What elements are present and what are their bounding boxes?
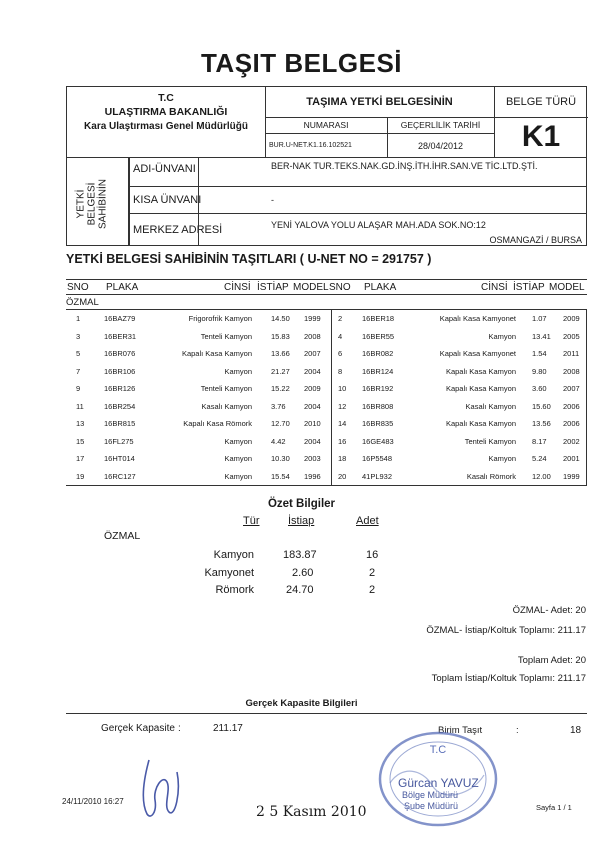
holder-side-label (76, 164, 109, 244)
cell-sno-left: 19 (76, 471, 85, 481)
cell-model-left: 2004 (304, 436, 321, 446)
cell-sno-right: 14 (338, 419, 347, 428)
tc-label: T.C (158, 92, 174, 104)
cell-sno-right: 6 (338, 349, 343, 358)
capacity-title: Gerçek Kapasite Bilgileri (245, 698, 358, 709)
vehicles-column-header (66, 279, 587, 295)
cell-sno-left: 7 (76, 366, 81, 376)
cell-plaka-left: 16BR254 (104, 401, 136, 411)
cell-model-left: 2008 (304, 331, 321, 341)
col-sno-right: SNO (329, 282, 351, 293)
summary-col-adet: Adet (356, 515, 379, 527)
cell-cinsi-left: Kamyon (224, 366, 252, 376)
cell-plaka-left: 16RC127 (104, 471, 136, 481)
cell-sno-left: 1 (76, 314, 81, 323)
cell-model-right: 2008 (563, 366, 580, 376)
ozmal-count: ÖZMAL- Adet: 20 (512, 605, 586, 616)
table-row (66, 437, 587, 454)
cell-model-right: 2001 (563, 454, 580, 463)
cell-plaka-right: 16BR835 (362, 419, 394, 428)
cell-sno-left: 17 (76, 454, 85, 463)
cell-sno-right: 10 (338, 384, 347, 393)
summary-row-2-tur: Kamyonet (204, 567, 254, 579)
cell-cinsi-left: Kamyon (224, 436, 252, 446)
name-label: ADI-ÜNVANI (133, 163, 196, 175)
table-row (66, 349, 587, 366)
address-line2: OSMANGAZİ / BURSA (489, 235, 582, 245)
cell-model-right: 2006 (563, 401, 580, 411)
ozmal-total: ÖZMAL- İstiap/Koltuk Toplamı: 211.17 (426, 625, 586, 636)
cell-istiap-left: 13.66 (271, 349, 290, 358)
cell-istiap-left: 15.22 (271, 384, 290, 393)
table-row (66, 454, 587, 471)
cell-cinsi-left: Kapalı Kasa Römork (183, 419, 252, 428)
cell-plaka-right: 16GE483 (362, 436, 394, 446)
col-plaka-right: PLAKA (364, 282, 397, 293)
capacity-value: 211.17 (213, 723, 243, 734)
cell-istiap-left: 21.27 (271, 366, 290, 376)
side-label-3: SAHİBİNİN (97, 179, 109, 230)
col-istiap-left: İSTİAP (257, 282, 289, 293)
cell-model-left: 2004 (304, 366, 321, 376)
cell-model-right: 2011 (563, 349, 580, 358)
summary-row-3-adet: 2 (369, 584, 376, 596)
cell-plaka-left: 16BR815 (104, 419, 136, 428)
stamp-line2: Bölge Müdürü (402, 790, 459, 800)
cell-model-left: 2004 (304, 401, 321, 411)
cell-istiap-left: 14.50 (271, 314, 290, 323)
short-name-label: KISA ÜNVANI (133, 194, 202, 206)
summary-col-tur: Tür (243, 515, 260, 527)
cell-sno-left: 9 (76, 384, 81, 393)
col-cinsi-right: CİNSİ (481, 282, 508, 293)
cell-cinsi-right: Kasalı Kamyon (465, 401, 516, 411)
cell-cinsi-right: Kapalı Kasa Kamyonet (439, 314, 516, 323)
cell-sno-left: 5 (76, 349, 81, 358)
table-row (66, 402, 587, 419)
cell-model-right: 2002 (563, 436, 580, 446)
stamp-name: Gürcan YAVUZ (398, 776, 479, 790)
number-label: NUMARASI (303, 120, 349, 130)
cell-plaka-right: 16P5548 (362, 454, 393, 463)
summary-row-3-tur: Römork (215, 584, 254, 596)
col-plaka-left: PLAKA (106, 282, 139, 293)
cell-cinsi-right: Tenteli Kamyon (464, 436, 516, 446)
short-name-value: - (271, 195, 274, 205)
cell-plaka-right: 16BR124 (362, 366, 394, 376)
unit-colon: : (516, 725, 519, 736)
cell-istiap-right: 15.60 (532, 401, 551, 411)
cell-istiap-right: 13.56 (532, 419, 551, 428)
capacity-divider (66, 713, 587, 714)
table-row (66, 367, 587, 384)
unit-label: Birim Taşıt (438, 725, 483, 736)
table-row (66, 472, 587, 489)
cell-istiap-right: 1.07 (532, 314, 547, 323)
col-model-right: MODEL (549, 282, 585, 293)
summary-row-3-istiap: 24.70 (286, 584, 314, 596)
stamp-tc: T.C (429, 744, 447, 756)
side-label-1: YETKİ (75, 189, 87, 219)
cell-model-left: 2009 (304, 384, 321, 393)
cell-model-left: 2010 (304, 419, 321, 428)
stamp-date: 2 5 Kasım 2010 (256, 804, 367, 820)
cell-istiap-left: 15.83 (271, 331, 290, 341)
cell-sno-left: 15 (76, 436, 85, 446)
cell-sno-right: 2 (338, 314, 343, 323)
cell-istiap-right: 8.17 (532, 436, 547, 446)
address-line1: YENİ YALOVA YOLU ALAŞAR MAH.ADA SOK.NO:12 (271, 220, 486, 230)
cell-model-left: 1999 (304, 314, 321, 323)
cell-plaka-left: 16BER31 (104, 331, 137, 341)
side-label-2: BELGESİ (86, 182, 98, 226)
cell-istiap-right: 1.54 (532, 349, 547, 358)
document-title: TAŞIT BELGESİ (200, 48, 403, 78)
capacity-label: Gerçek Kapasite (101, 723, 175, 734)
cell-plaka-left: 16BAZ79 (104, 314, 136, 323)
cell-istiap-right: 9.80 (532, 366, 547, 376)
cell-plaka-left: 16BR106 (104, 366, 136, 376)
cell-model-left: 2003 (304, 454, 321, 463)
cell-cinsi-left: Kasalı Kamyon (201, 401, 252, 411)
cell-sno-right: 20 (338, 471, 347, 481)
print-datetime: 24/11/2010 16:27 (62, 797, 124, 806)
cell-plaka-right: 16BER55 (362, 331, 395, 341)
cell-istiap-left: 4.42 (271, 436, 286, 446)
cell-cinsi-left: Kapalı Kasa Kamyon (181, 349, 252, 358)
summary-row-1-istiap: 183.87 (283, 549, 317, 561)
cell-sno-right: 4 (338, 331, 343, 341)
cell-cinsi-right: Kapalı Kasa Kamyon (445, 366, 516, 376)
cell-model-right: 2006 (563, 419, 580, 428)
summary-title: Özet Bilgiler (267, 498, 336, 510)
address-label: MERKEZ ADRESİ (133, 224, 223, 236)
cell-istiap-right: 12.00 (532, 471, 551, 481)
cell-cinsi-left: Frigorofrik Kamyon (188, 314, 252, 323)
cell-plaka-left: 16BR126 (104, 384, 136, 393)
vehicles-section-title: YETKİ BELGESİ SAHİBİNİN TAŞITLARI ( U-NET NO = 291757 ) (66, 252, 432, 266)
cell-istiap-right: 3.60 (532, 384, 547, 393)
handwritten-signature (133, 752, 193, 822)
auth-title: TAŞIMA YETKİ BELGESİNİN (306, 96, 453, 108)
name-value: BER-NAK TUR.TEKS.NAK.GD.İNŞ.İTH.İHR.SAN.VE TİC.LTD.ŞTİ. (271, 161, 538, 171)
cell-model-right: 2007 (563, 384, 580, 393)
cell-plaka-right: 16BR808 (362, 401, 394, 411)
table-row (66, 384, 587, 401)
cell-cinsi-right: Kapalı Kasa Kamyon (445, 419, 516, 428)
cell-cinsi-right: Kasalı Römork (466, 471, 516, 481)
cell-model-right: 2005 (563, 331, 580, 341)
cell-cinsi-left: Tenteli Kamyon (200, 384, 252, 393)
cell-istiap-right: 5.24 (532, 454, 547, 463)
cell-cinsi-right: Kamyon (488, 454, 516, 463)
summary-group: ÖZMAL (104, 530, 141, 542)
summary-row-1-tur: Kamyon (213, 549, 254, 561)
number-value: BUR.U-NET.K1.16.102521 (269, 142, 352, 149)
cell-model-left: 2007 (304, 349, 321, 358)
page-number: Sayfa 1 / 1 (536, 803, 572, 812)
validity-label: GEÇERLİLİK TARİHİ (400, 120, 481, 130)
summary-row-2-istiap: 2.60 (292, 567, 314, 579)
capacity-colon: : (178, 723, 181, 734)
validity-value: 28/04/2012 (417, 141, 464, 151)
cell-model-right: 2009 (563, 314, 580, 323)
summary-col-istiap: İstiap (288, 515, 315, 527)
cell-plaka-right: 16BR082 (362, 349, 394, 358)
table-row (66, 332, 587, 349)
summary-row-2-adet: 2 (369, 567, 376, 579)
cell-cinsi-left: Kamyon (224, 454, 252, 463)
col-sno-left: SNO (67, 282, 89, 293)
cell-cinsi-right: Kapalı Kasa Kamyonet (439, 349, 516, 358)
total-count: Toplam Adet: 20 (517, 655, 586, 666)
cell-model-right: 1999 (563, 471, 580, 481)
cell-plaka-right: 41PL932 (362, 471, 393, 481)
vehicles-group-label: ÖZMAL (66, 297, 99, 308)
cell-istiap-left: 3.76 (271, 401, 286, 411)
cell-plaka-right: 16BER18 (362, 314, 395, 323)
cell-model-left: 1996 (304, 471, 321, 481)
cell-sno-left: 11 (76, 401, 84, 411)
table-row (66, 419, 587, 436)
cell-sno-right: 12 (338, 401, 347, 411)
doc-type-label: BELGE TÜRÜ (505, 96, 577, 108)
cell-plaka-left: 16HT014 (104, 454, 135, 463)
cell-cinsi-left: Kamyon (224, 471, 252, 481)
cell-cinsi-right: Kapalı Kasa Kamyon (445, 384, 516, 393)
cell-istiap-left: 10.30 (271, 454, 290, 463)
doc-type-value: K1 (521, 120, 561, 153)
stamp-line3: Şube Müdürü (404, 801, 459, 811)
ministry-label: ULAŞTIRMA BAKANLIĞI (104, 106, 228, 118)
col-cinsi-left: CİNSİ (224, 282, 251, 293)
cell-istiap-left: 12.70 (271, 419, 290, 428)
summary-row-1-adet: 16 (366, 549, 379, 561)
cell-cinsi-left: Tenteli Kamyon (200, 331, 252, 341)
vehicles-table (66, 309, 587, 486)
cell-sno-left: 3 (76, 331, 81, 341)
holder-box (66, 158, 587, 246)
total-istiap: Toplam İstiap/Koltuk Toplamı: 211.17 (431, 673, 586, 684)
header-box (66, 86, 587, 158)
cell-sno-right: 16 (338, 436, 347, 446)
cell-sno-left: 13 (76, 419, 85, 428)
directorate-label: Kara Ulaştırması Genel Müdürlüğü (84, 121, 248, 132)
cell-cinsi-right: Kamyon (488, 331, 516, 341)
cell-sno-right: 8 (338, 366, 343, 376)
cell-plaka-right: 16BR192 (362, 384, 394, 393)
cell-plaka-left: 16BR076 (104, 349, 136, 358)
cell-istiap-right: 13.41 (532, 331, 551, 341)
unit-value: 18 (570, 725, 582, 736)
cell-plaka-left: 16FL275 (104, 436, 134, 446)
cell-istiap-left: 15.54 (271, 471, 290, 481)
col-istiap-right: İSTİAP (513, 282, 545, 293)
table-row (66, 314, 587, 331)
col-model-left: MODEL (293, 282, 329, 293)
cell-sno-right: 18 (338, 454, 347, 463)
